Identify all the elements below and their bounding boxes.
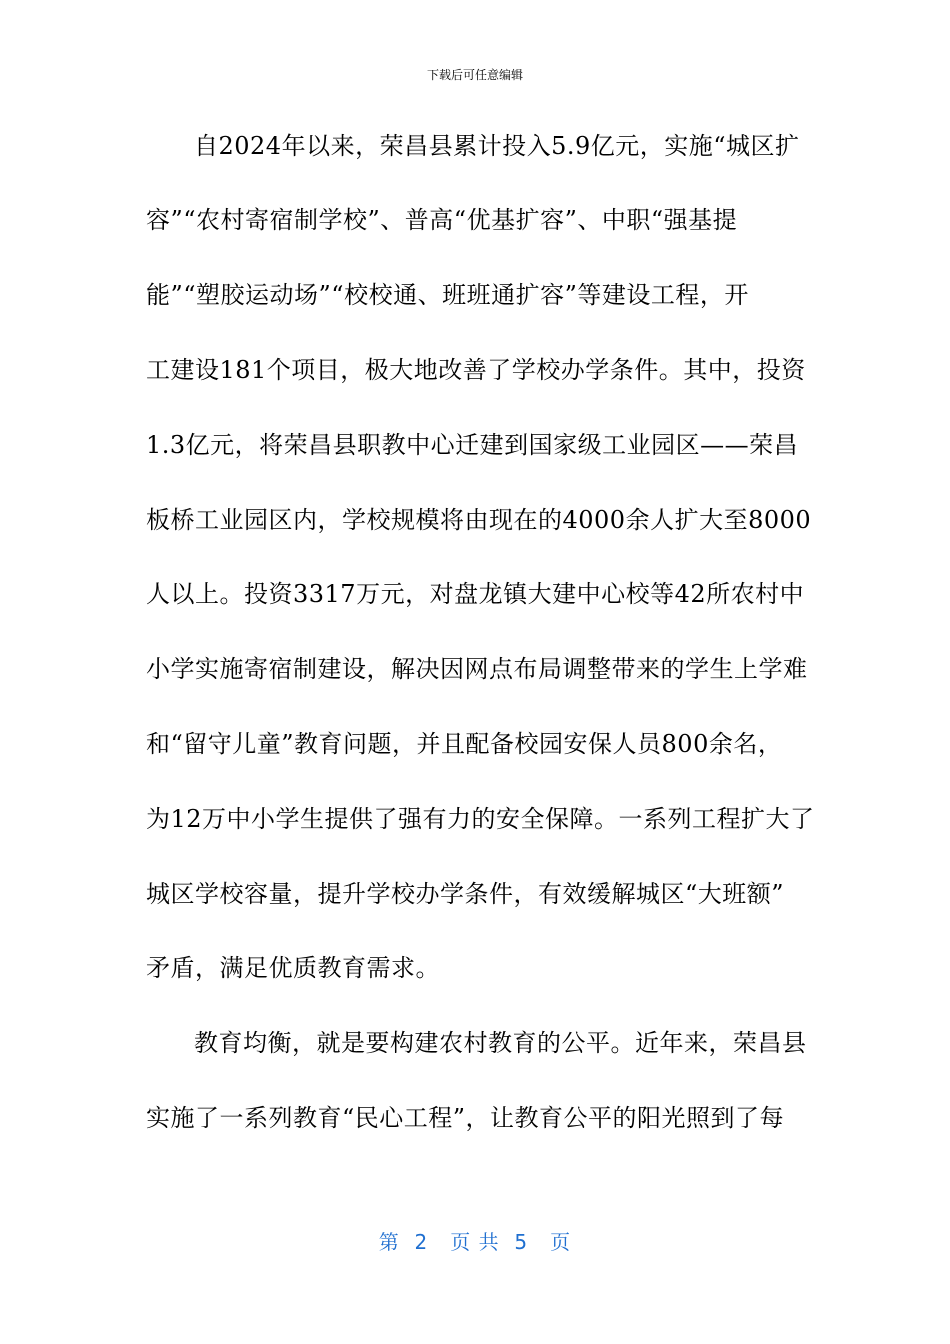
paragraph-1-line-9: 和“留守儿童”教育问题，并且配备校园安保人员800余名， xyxy=(146,730,783,758)
paragraph-1-line-3: 能”“塑胶运动场”“校校通、班班通扩容”等建设工程，开 xyxy=(146,281,749,309)
paragraph-1-line-2: 容”“农村寄宿制学校”、普高“优基扩容”、中职“强基提 xyxy=(146,206,738,234)
paragraph-1-line-4: 工建设181个项目，极大地改善了学校办学条件。其中，投资 xyxy=(146,356,806,384)
paragraph-1-line-11: 城区学校容量，提升学校办学条件，有效缓解城区“大班额” xyxy=(146,880,785,908)
paragraph-1-line-12: 矛盾，满足优质教育需求。 xyxy=(146,954,440,982)
paragraph-2-line-2: 实施了一系列教育“民心工程”，让教育公平的阳光照到了每 xyxy=(146,1104,785,1132)
paragraph-1-line-5: 1.3亿元，将荣昌县职教中心迁建到国家级工业园区——荣昌 xyxy=(146,431,799,459)
paragraph-1-line-8: 小学实施寄宿制建设，解决因网点布局调整带来的学生上学难 xyxy=(146,655,808,683)
header-note: 下载后可任意编辑 xyxy=(426,68,523,82)
paragraph-1-line-6: 板桥工业园区内，学校规模将由现在的4000余人扩大至8000 xyxy=(146,506,812,534)
paragraph-1-line-10: 为12万中小学生提供了强有力的安全保障。一系列工程扩大了 xyxy=(146,805,815,833)
paragraph-1-line-7: 人以上。投资3317万元，对盘龙镇大建中心校等42所农村中 xyxy=(146,580,805,608)
page-number-text: 第 2 页 共 5 页 xyxy=(378,1230,572,1254)
paragraph-1-line-1: 自2024年以来，荣昌县累计投入5.9亿元，实施“城区扩 xyxy=(194,132,800,160)
page-footer xyxy=(0,1226,950,1255)
paragraph-2-line-1: 教育均衡，就是要构建农村教育的公平。近年来，荣昌县 xyxy=(194,1029,807,1057)
